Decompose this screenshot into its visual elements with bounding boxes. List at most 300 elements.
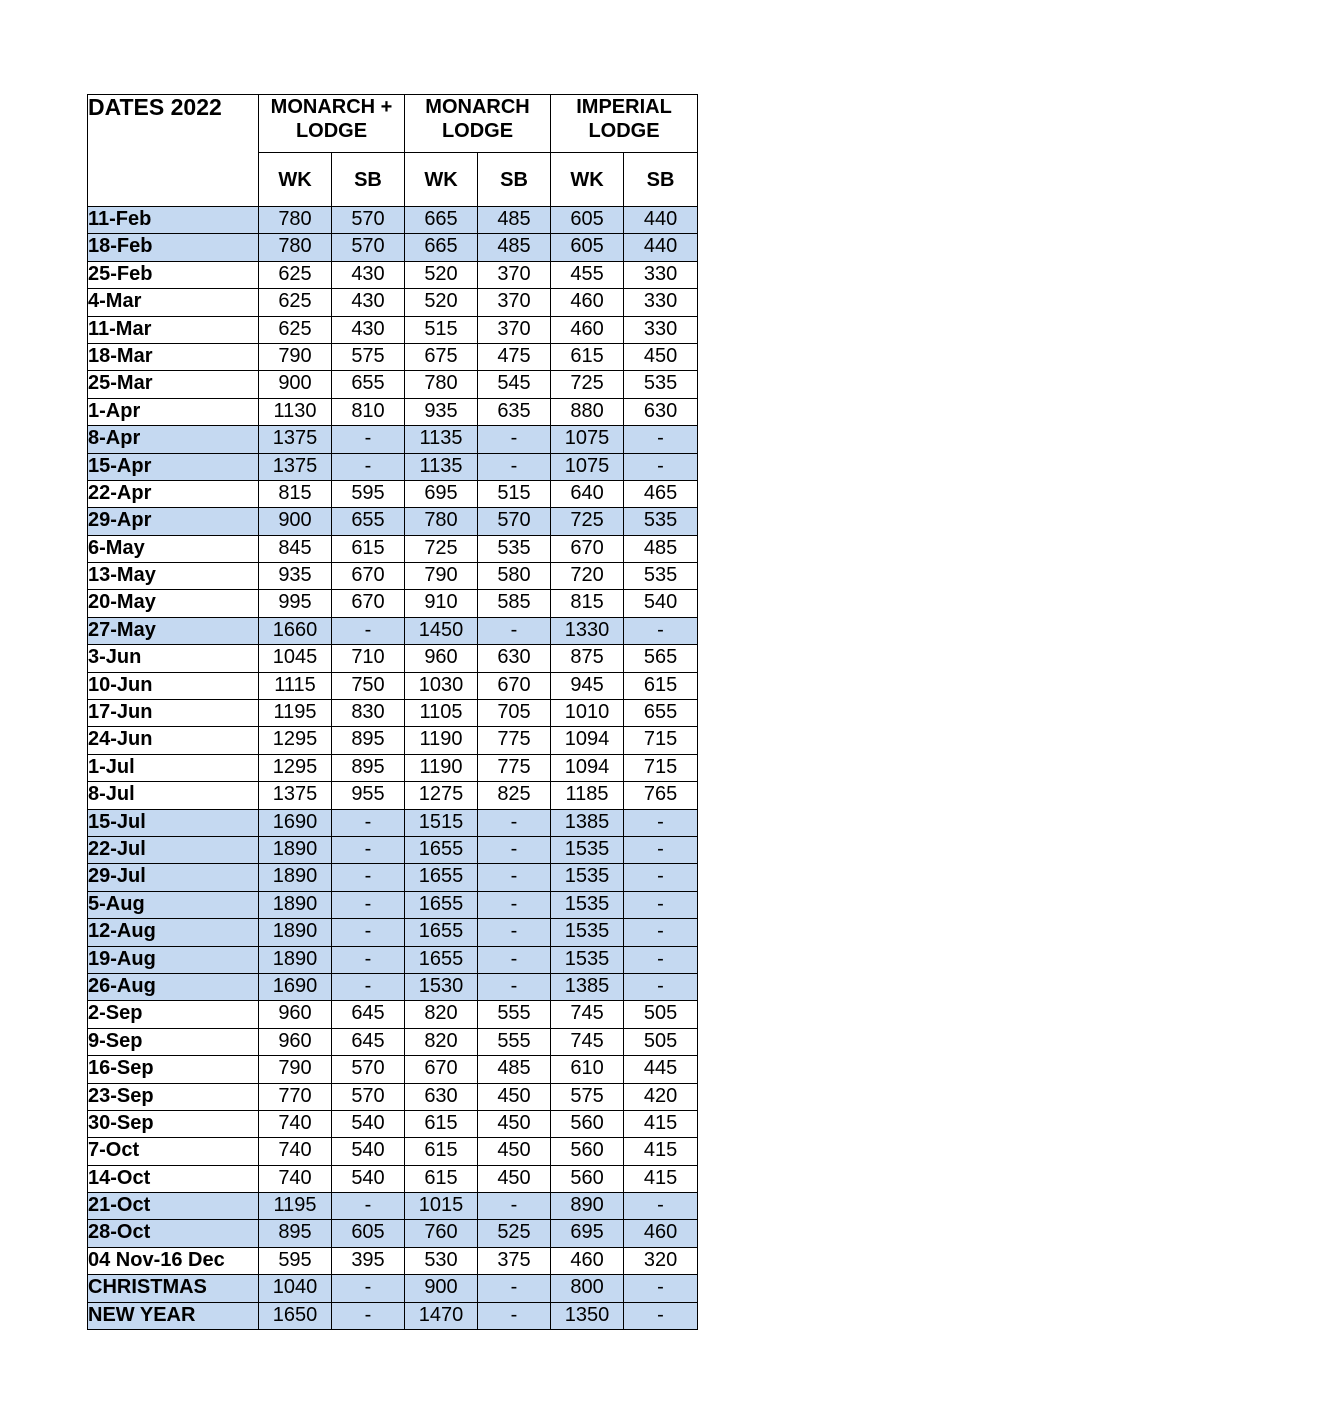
sb-price-cell: - (478, 426, 551, 453)
row-date: 6-May (88, 535, 259, 562)
wk-price-cell: 1890 (259, 864, 332, 891)
wk-price-cell: 890 (551, 1193, 624, 1220)
wk-price-cell: 1015 (405, 1193, 478, 1220)
row-date: 23-Sep (88, 1083, 259, 1110)
sb-price-cell: 710 (332, 645, 405, 672)
sb-price-cell: 630 (478, 645, 551, 672)
sb-price-cell: - (478, 1193, 551, 1220)
sb-price-cell: - (332, 919, 405, 946)
row-date: 3-Jun (88, 645, 259, 672)
sb-price-cell: 605 (332, 1220, 405, 1247)
wk-price-cell: 780 (405, 508, 478, 535)
wk-price-cell: 1385 (551, 809, 624, 836)
wk-price-cell: 615 (405, 1110, 478, 1137)
table-row (88, 700, 698, 727)
wk-price-cell: 935 (405, 398, 478, 425)
table-row (88, 453, 698, 480)
wk-price-cell: 1330 (551, 617, 624, 644)
wk-price-cell: 455 (551, 261, 624, 288)
sb-price-cell: - (624, 426, 698, 453)
sb-price-cell: 515 (478, 480, 551, 507)
row-date: 8-Apr (88, 426, 259, 453)
sb-price-cell: 320 (624, 1247, 698, 1274)
sb-price-cell: - (624, 973, 698, 1000)
sb-price-cell: 450 (478, 1083, 551, 1110)
wk-price-cell: 760 (405, 1220, 478, 1247)
wk-price-cell: 610 (551, 1056, 624, 1083)
table-row (88, 426, 698, 453)
wk-price-cell: 895 (259, 1220, 332, 1247)
wk-price-cell: 1660 (259, 617, 332, 644)
wk-price-cell: 1655 (405, 836, 478, 863)
wk-price-cell: 615 (405, 1138, 478, 1165)
wk-price-cell: 740 (259, 1165, 332, 1192)
sb-price-cell: 450 (478, 1110, 551, 1137)
row-date: 7-Oct (88, 1138, 259, 1165)
sb-price-cell: 555 (478, 1001, 551, 1028)
wk-price-cell: 880 (551, 398, 624, 425)
sb-price-cell: - (332, 617, 405, 644)
wk-price-cell: 1045 (259, 645, 332, 672)
wk-price-cell: 595 (259, 1247, 332, 1274)
sb-price-cell: 535 (624, 508, 698, 535)
sb-price-cell: 330 (624, 289, 698, 316)
row-date: 27-May (88, 617, 259, 644)
sb-price-cell: 430 (332, 316, 405, 343)
sb-price-cell: 525 (478, 1220, 551, 1247)
row-date: 20-May (88, 590, 259, 617)
sb-price-cell: 670 (332, 590, 405, 617)
table-row (88, 919, 698, 946)
sb-price-cell: 645 (332, 1001, 405, 1028)
sb-price-cell: 415 (624, 1165, 698, 1192)
wk-price-cell: 1190 (405, 727, 478, 754)
wk-price-cell: 720 (551, 563, 624, 590)
wk-price-cell: 1470 (405, 1302, 478, 1329)
sb-price-cell: 540 (624, 590, 698, 617)
sb-price-cell: 485 (478, 234, 551, 261)
wk-price-cell: 875 (551, 645, 624, 672)
sb-price-cell: 370 (478, 316, 551, 343)
row-date: 28-Oct (88, 1220, 259, 1247)
sb-price-cell: 540 (332, 1165, 405, 1192)
sb-price-cell: - (624, 617, 698, 644)
table-row (88, 371, 698, 398)
table-row (88, 398, 698, 425)
sb-price-cell: - (478, 617, 551, 644)
sb-price-cell: 330 (624, 261, 698, 288)
wk-price-cell: 1535 (551, 946, 624, 973)
table-row (88, 617, 698, 644)
sb-price-cell: 825 (478, 782, 551, 809)
subheader-sb: SB (478, 153, 551, 207)
dates-header: DATES 2022 (88, 95, 259, 207)
sb-price-cell: 565 (624, 645, 698, 672)
sb-price-cell: - (332, 891, 405, 918)
table-row (88, 535, 698, 562)
sb-price-cell: 430 (332, 289, 405, 316)
sb-price-cell: 775 (478, 754, 551, 781)
sb-price-cell: - (624, 891, 698, 918)
table-row (88, 508, 698, 535)
wk-price-cell: 725 (405, 535, 478, 562)
table-row (88, 1083, 698, 1110)
wk-price-cell: 1195 (259, 700, 332, 727)
row-date: 04 Nov-16 Dec (88, 1247, 259, 1274)
sb-price-cell: 635 (478, 398, 551, 425)
sb-price-cell: - (624, 864, 698, 891)
wk-price-cell: 1890 (259, 836, 332, 863)
wk-price-cell: 1135 (405, 453, 478, 480)
wk-price-cell: 820 (405, 1028, 478, 1055)
table-row (88, 1220, 698, 1247)
wk-price-cell: 615 (405, 1165, 478, 1192)
row-date: 25-Feb (88, 261, 259, 288)
sb-price-cell: 895 (332, 727, 405, 754)
sb-price-cell: - (332, 1193, 405, 1220)
wk-price-cell: 780 (259, 234, 332, 261)
sb-price-cell: - (332, 426, 405, 453)
group-header-monarch-plus-lodge: MONARCH + LODGE (259, 95, 405, 153)
sb-price-cell: 670 (478, 672, 551, 699)
wk-price-cell: 945 (551, 672, 624, 699)
sb-price-cell: 655 (332, 371, 405, 398)
wk-price-cell: 1655 (405, 919, 478, 946)
subheader-sb: SB (624, 153, 698, 207)
row-date: 24-Jun (88, 727, 259, 754)
wk-price-cell: 800 (551, 1275, 624, 1302)
sb-price-cell: 715 (624, 727, 698, 754)
subheader-sb: SB (332, 153, 405, 207)
table-row (88, 261, 698, 288)
sb-price-cell: - (332, 453, 405, 480)
wk-price-cell: 910 (405, 590, 478, 617)
wk-price-cell: 670 (551, 535, 624, 562)
row-date: 5-Aug (88, 891, 259, 918)
wk-price-cell: 695 (551, 1220, 624, 1247)
wk-price-cell: 695 (405, 480, 478, 507)
sb-price-cell: 810 (332, 398, 405, 425)
table-row (88, 891, 698, 918)
table-row (88, 1110, 698, 1137)
row-date: 2-Sep (88, 1001, 259, 1028)
wk-price-cell: 900 (259, 371, 332, 398)
wk-price-cell: 520 (405, 289, 478, 316)
wk-price-cell: 630 (405, 1083, 478, 1110)
wk-price-cell: 790 (405, 563, 478, 590)
table-row (88, 1193, 698, 1220)
sb-price-cell: 630 (624, 398, 698, 425)
wk-price-cell: 640 (551, 480, 624, 507)
sb-price-cell: 375 (478, 1247, 551, 1274)
sb-price-cell: - (478, 1275, 551, 1302)
sb-price-cell: 645 (332, 1028, 405, 1055)
sb-price-cell: 655 (624, 700, 698, 727)
wk-price-cell: 1295 (259, 727, 332, 754)
wk-price-cell: 1515 (405, 809, 478, 836)
wk-price-cell: 675 (405, 343, 478, 370)
wk-price-cell: 995 (259, 590, 332, 617)
wk-price-cell: 1690 (259, 809, 332, 836)
wk-price-cell: 1655 (405, 864, 478, 891)
wk-price-cell: 1094 (551, 754, 624, 781)
price-table (87, 94, 698, 1330)
table-row (88, 289, 698, 316)
wk-price-cell: 1375 (259, 782, 332, 809)
row-date: 16-Sep (88, 1056, 259, 1083)
wk-price-cell: 1030 (405, 672, 478, 699)
subheader-wk: WK (405, 153, 478, 207)
sb-price-cell: 580 (478, 563, 551, 590)
wk-price-cell: 815 (551, 590, 624, 617)
wk-price-cell: 1185 (551, 782, 624, 809)
wk-price-cell: 725 (551, 508, 624, 535)
sb-price-cell: 370 (478, 289, 551, 316)
table-row (88, 727, 698, 754)
wk-price-cell: 1890 (259, 891, 332, 918)
group-header-imperial-lodge: IMPERIAL LODGE (551, 95, 698, 153)
wk-price-cell: 1295 (259, 754, 332, 781)
sb-price-cell: 830 (332, 700, 405, 727)
wk-price-cell: 665 (405, 234, 478, 261)
table-row (88, 1001, 698, 1028)
wk-price-cell: 1890 (259, 919, 332, 946)
table-row (88, 836, 698, 863)
sb-price-cell: - (332, 946, 405, 973)
wk-price-cell: 960 (259, 1028, 332, 1055)
sb-price-cell: 485 (478, 207, 551, 234)
table-row (88, 234, 698, 261)
wk-price-cell: 1535 (551, 891, 624, 918)
sb-price-cell: 440 (624, 207, 698, 234)
row-date: 29-Apr (88, 508, 259, 535)
row-date: 11-Mar (88, 316, 259, 343)
table-row (88, 480, 698, 507)
sb-price-cell: 535 (624, 563, 698, 590)
sb-price-cell: - (332, 1275, 405, 1302)
sb-price-cell: - (478, 836, 551, 863)
sb-price-cell: 535 (478, 535, 551, 562)
row-date: 29-Jul (88, 864, 259, 891)
wk-price-cell: 1075 (551, 453, 624, 480)
wk-price-cell: 1115 (259, 672, 332, 699)
wk-price-cell: 1890 (259, 946, 332, 973)
sb-price-cell: 955 (332, 782, 405, 809)
sb-price-cell: 585 (478, 590, 551, 617)
wk-price-cell: 1385 (551, 973, 624, 1000)
group-header-monarch-lodge: MONARCH LODGE (405, 95, 551, 153)
wk-price-cell: 790 (259, 1056, 332, 1083)
wk-price-cell: 960 (259, 1001, 332, 1028)
wk-price-cell: 460 (551, 289, 624, 316)
row-date: 18-Mar (88, 343, 259, 370)
table-row (88, 1247, 698, 1274)
sb-price-cell: 615 (332, 535, 405, 562)
wk-price-cell: 770 (259, 1083, 332, 1110)
table-row (88, 645, 698, 672)
table-row (88, 1056, 698, 1083)
sb-price-cell: 415 (624, 1138, 698, 1165)
row-date: 22-Apr (88, 480, 259, 507)
wk-price-cell: 1130 (259, 398, 332, 425)
wk-price-cell: 1530 (405, 973, 478, 1000)
wk-price-cell: 560 (551, 1165, 624, 1192)
row-date: 25-Mar (88, 371, 259, 398)
wk-price-cell: 1010 (551, 700, 624, 727)
sb-price-cell: - (478, 453, 551, 480)
sb-price-cell: 705 (478, 700, 551, 727)
wk-price-cell: 575 (551, 1083, 624, 1110)
table-row (88, 316, 698, 343)
sb-price-cell: - (332, 809, 405, 836)
wk-price-cell: 625 (259, 289, 332, 316)
sb-price-cell: 765 (624, 782, 698, 809)
row-date: 12-Aug (88, 919, 259, 946)
wk-price-cell: 820 (405, 1001, 478, 1028)
sb-price-cell: - (478, 946, 551, 973)
sb-price-cell: - (478, 1302, 551, 1329)
sb-price-cell: 540 (332, 1110, 405, 1137)
wk-price-cell: 625 (259, 316, 332, 343)
wk-price-cell: 900 (405, 1275, 478, 1302)
sb-price-cell: 395 (332, 1247, 405, 1274)
table-row (88, 782, 698, 809)
row-date: 26-Aug (88, 973, 259, 1000)
row-date: 19-Aug (88, 946, 259, 973)
sb-price-cell: - (624, 836, 698, 863)
sb-price-cell: 545 (478, 371, 551, 398)
wk-price-cell: 900 (259, 508, 332, 535)
sb-price-cell: - (624, 809, 698, 836)
sb-price-cell: 775 (478, 727, 551, 754)
row-date: NEW YEAR (88, 1302, 259, 1329)
wk-price-cell: 1650 (259, 1302, 332, 1329)
table-row (88, 590, 698, 617)
sb-price-cell: 415 (624, 1110, 698, 1137)
sb-price-cell: 445 (624, 1056, 698, 1083)
row-date: 1-Jul (88, 754, 259, 781)
wk-price-cell: 790 (259, 343, 332, 370)
row-date: 17-Jun (88, 700, 259, 727)
wk-price-cell: 740 (259, 1138, 332, 1165)
sb-price-cell: - (478, 864, 551, 891)
subheader-wk: WK (259, 153, 332, 207)
sb-price-cell: 485 (624, 535, 698, 562)
wk-price-cell: 665 (405, 207, 478, 234)
sb-price-cell: 615 (624, 672, 698, 699)
header-row (88, 95, 698, 153)
sb-price-cell: 460 (624, 1220, 698, 1247)
sb-price-cell: 505 (624, 1028, 698, 1055)
wk-price-cell: 1135 (405, 426, 478, 453)
wk-price-cell: 1535 (551, 836, 624, 863)
sb-price-cell: 450 (478, 1138, 551, 1165)
wk-price-cell: 1275 (405, 782, 478, 809)
sb-price-cell: 370 (478, 261, 551, 288)
sb-price-cell: 535 (624, 371, 698, 398)
wk-price-cell: 670 (405, 1056, 478, 1083)
sb-price-cell: 575 (332, 343, 405, 370)
row-date: 9-Sep (88, 1028, 259, 1055)
wk-price-cell: 560 (551, 1110, 624, 1137)
sb-price-cell: 450 (478, 1165, 551, 1192)
wk-price-cell: 1350 (551, 1302, 624, 1329)
wk-price-cell: 845 (259, 535, 332, 562)
wk-price-cell: 605 (551, 207, 624, 234)
table-row (88, 1138, 698, 1165)
row-date: 13-May (88, 563, 259, 590)
sb-price-cell: - (624, 1302, 698, 1329)
wk-price-cell: 1105 (405, 700, 478, 727)
wk-price-cell: 1375 (259, 426, 332, 453)
sb-price-cell: 430 (332, 261, 405, 288)
table-row (88, 563, 698, 590)
wk-price-cell: 1655 (405, 946, 478, 973)
table-row (88, 1165, 698, 1192)
sb-price-cell: 555 (478, 1028, 551, 1055)
wk-price-cell: 780 (259, 207, 332, 234)
row-date: 21-Oct (88, 1193, 259, 1220)
wk-price-cell: 740 (259, 1110, 332, 1137)
sb-price-cell: 595 (332, 480, 405, 507)
row-date: 1-Apr (88, 398, 259, 425)
wk-price-cell: 615 (551, 343, 624, 370)
sb-price-cell: 505 (624, 1001, 698, 1028)
sb-price-cell: - (624, 1275, 698, 1302)
wk-price-cell: 1075 (551, 426, 624, 453)
sb-price-cell: 895 (332, 754, 405, 781)
wk-price-cell: 1450 (405, 617, 478, 644)
table-row (88, 1302, 698, 1329)
wk-price-cell: 1195 (259, 1193, 332, 1220)
wk-price-cell: 515 (405, 316, 478, 343)
wk-price-cell: 1375 (259, 453, 332, 480)
table-row (88, 754, 698, 781)
wk-price-cell: 745 (551, 1001, 624, 1028)
row-date: 15-Jul (88, 809, 259, 836)
table-row (88, 946, 698, 973)
sb-price-cell: - (332, 864, 405, 891)
wk-price-cell: 605 (551, 234, 624, 261)
wk-price-cell: 960 (405, 645, 478, 672)
sb-price-cell: - (624, 946, 698, 973)
sb-price-cell: - (332, 973, 405, 1000)
wk-price-cell: 625 (259, 261, 332, 288)
sb-price-cell: - (332, 836, 405, 863)
sb-price-cell: - (478, 891, 551, 918)
row-date: 30-Sep (88, 1110, 259, 1137)
table-row (88, 672, 698, 699)
sb-price-cell: 475 (478, 343, 551, 370)
table-row (88, 973, 698, 1000)
sb-price-cell: - (478, 809, 551, 836)
row-date: 4-Mar (88, 289, 259, 316)
sb-price-cell: 750 (332, 672, 405, 699)
wk-price-cell: 460 (551, 1247, 624, 1274)
row-date: CHRISTMAS (88, 1275, 259, 1302)
wk-price-cell: 745 (551, 1028, 624, 1055)
wk-price-cell: 1535 (551, 864, 624, 891)
sb-price-cell: 715 (624, 754, 698, 781)
price-rows (88, 207, 698, 1330)
wk-price-cell: 460 (551, 316, 624, 343)
row-date: 15-Apr (88, 453, 259, 480)
wk-price-cell: 780 (405, 371, 478, 398)
sb-price-cell: 420 (624, 1083, 698, 1110)
sb-price-cell: - (624, 919, 698, 946)
sb-price-cell: 655 (332, 508, 405, 535)
wk-price-cell: 1535 (551, 919, 624, 946)
